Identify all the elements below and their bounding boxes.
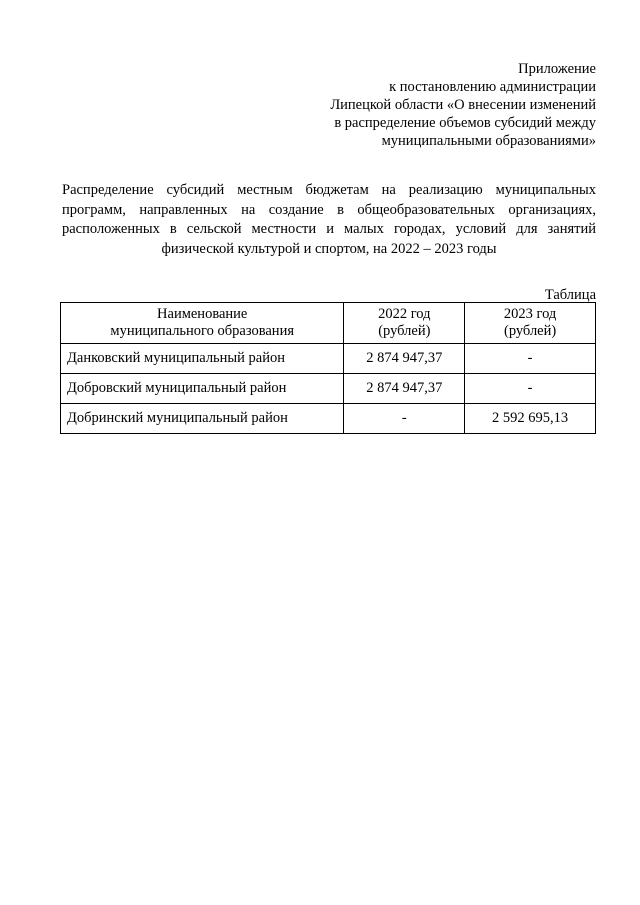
amount-2023: - [465, 344, 596, 374]
table-row [61, 374, 596, 404]
header-line: (рублей) [503, 323, 557, 339]
amount-2022: 2 874 947,37 [344, 374, 465, 404]
subsidy-table [60, 302, 596, 434]
appendix-line: в распределение объемов субсидий между [334, 115, 596, 131]
header-line: 2022 год [378, 306, 431, 322]
appendix-header [266, 60, 596, 150]
header-line: Наименование [157, 306, 248, 322]
header-line: муниципального образования [110, 323, 294, 339]
amount-2023: - [465, 374, 596, 404]
municipality-name: Данковский муниципальный район [61, 344, 344, 374]
amount-2023: 2 592 695,13 [465, 404, 596, 434]
amount-2022: - [344, 404, 465, 434]
header-municipality [61, 303, 344, 344]
municipality-name: Добринский муниципальный район [61, 404, 344, 434]
header-year-2023 [465, 303, 596, 344]
header-line: 2023 год [503, 306, 557, 322]
table-label: Таблица [544, 287, 596, 303]
appendix-line: Приложение [518, 61, 596, 77]
table-header-row [61, 303, 596, 344]
document-title: Распределение субсидий местным бюджетам на реализацию муниципальных программ, направленных на создание в общеобразовательных организациях, расположенных в сельской местности и малых городах, условий для занятий физической культурой и спортом, на 2022 – 2023 годы [62, 182, 596, 257]
table-row [61, 404, 596, 434]
amount-2022: 2 874 947,37 [344, 344, 465, 374]
municipality-name: Добровский муниципальный район [61, 374, 344, 404]
table-row [61, 344, 596, 374]
header-year-2022 [344, 303, 465, 344]
header-line: (рублей) [378, 323, 431, 339]
appendix-line: к постановлению администрации [389, 79, 596, 95]
appendix-line: муниципальными образованиями» [381, 133, 596, 149]
appendix-line: Липецкой области «О внесении изменений [330, 97, 596, 113]
